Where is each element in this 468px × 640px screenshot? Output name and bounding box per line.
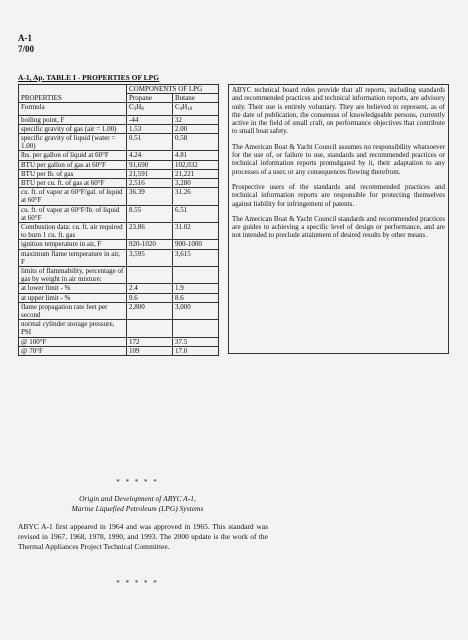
- table-row: [19, 160, 219, 169]
- property-label: BTU per cu. ft. of gas at 60°F: [19, 179, 127, 188]
- butane-value: $C_4H_{10}$: [173, 103, 219, 115]
- butane-value: 3,280: [173, 179, 219, 188]
- propane-value: 109: [127, 346, 173, 355]
- propane-value: 3,595: [127, 249, 173, 266]
- property-label: Formula: [19, 103, 127, 115]
- lpg-properties-table: [18, 84, 219, 356]
- table-row: [19, 103, 219, 115]
- table-row: [19, 267, 219, 284]
- property-label: cu. ft. of vapor at 60°F/gal. of liquid at 60°F: [19, 188, 127, 205]
- propane-value: [127, 320, 173, 337]
- propane-value: 920-1020: [127, 240, 173, 249]
- butane-value: 32: [173, 115, 219, 124]
- table-row: [19, 302, 219, 319]
- table-row: [19, 284, 219, 293]
- butane-value: 31.02: [173, 223, 219, 240]
- propane-value: -44: [127, 115, 173, 124]
- propane-value: 0.51: [127, 134, 173, 151]
- property-label: Combustion data: cu. ft. air required to burn 1 cu. ft. gas: [19, 223, 127, 240]
- table-row: [19, 240, 219, 249]
- property-label: flame propagation rate feet per second: [19, 302, 127, 319]
- butane-header: Butane: [173, 94, 219, 103]
- propane-value: $C_3H_8$: [127, 103, 173, 115]
- property-label: lbs. per gallon of liquid at 60°F: [19, 151, 127, 160]
- property-label: cu. ft. of vapor at 60°F/lb. of liquid at 60°F: [19, 205, 127, 222]
- property-label: BTU per lb. of gas: [19, 169, 127, 178]
- origin-body-text: ABYC A-1 first appeared in 1964 and was approved in 1965. This standard was revised in 1967, 1968, 1978, 1990, and 1993. The 2000 update is the work of the Thermal Appliances Project Technical Committee.: [18, 522, 268, 551]
- propane-value: 23.86: [127, 223, 173, 240]
- table-header-row: [19, 85, 219, 94]
- butane-value: 3,000: [173, 302, 219, 319]
- table-row: [19, 223, 219, 240]
- propane-value: 2,516: [127, 179, 173, 188]
- butane-value: 37.5: [173, 337, 219, 346]
- notice-paragraph-guides: The American Boat & Yacht Council standards and recommended practices are guides to achieving a specific level of design or performance, and are not intended to preclude attainment of desired results by other means.: [232, 214, 445, 240]
- propane-value: 2.4: [127, 284, 173, 293]
- butane-value: 8.6: [173, 293, 219, 302]
- table-row: [19, 134, 219, 151]
- properties-header: PROPERTIES: [19, 85, 127, 103]
- butane-value: 1.9: [173, 284, 219, 293]
- property-label: specific gravity of gas (air = 1.00): [19, 124, 127, 133]
- notice-paragraph-patents: Prospective users of the standards and recommended practices and technical information reports are responsible for protecting themselves against liability for infringement of patents.: [232, 182, 445, 208]
- abyc-notice-box: [228, 84, 449, 354]
- butane-value: 2.00: [173, 124, 219, 133]
- property-label: specific gravity of liquid (water = 1.00): [19, 134, 127, 151]
- property-label: ignition temperature in air, F: [19, 240, 127, 249]
- components-header: COMPONENTS OF LPG: [127, 85, 219, 94]
- property-label: maximum flame temperature in air, F: [19, 249, 127, 266]
- table-row: [19, 205, 219, 222]
- property-label: @ 100°F: [19, 337, 127, 346]
- table-row: [19, 337, 219, 346]
- notice-paragraph-advisory: ABYC technical board rules provide that all reports, including standards and recommended practices and technical information reports, are advisory only. Their use is entirely voluntary. They are believed to represent, as of the date of publication, the consensus of knowledgeable persons, currently active in the field of small craft, on performance objectives that contribute to small boat safety.: [232, 86, 445, 136]
- property-label: limits of flammability, percentage of gas by weight in air mixture:: [19, 267, 127, 284]
- property-label: boiling point, F: [19, 115, 127, 124]
- butane-value: 6.51: [173, 205, 219, 222]
- table-row: [19, 124, 219, 133]
- table-row: [19, 179, 219, 188]
- butane-value: 900-1000: [173, 240, 219, 249]
- table-row: [19, 115, 219, 124]
- propane-value: 172: [127, 337, 173, 346]
- table-row: [19, 151, 219, 160]
- propane-value: 91,690: [127, 160, 173, 169]
- propane-value: 2,800: [127, 302, 173, 319]
- separator-stars: * * * * *: [116, 579, 159, 587]
- propane-value: 9.6: [127, 293, 173, 302]
- butane-value: 102,032: [173, 160, 219, 169]
- table-row: [19, 320, 219, 337]
- table-row: [19, 169, 219, 178]
- property-label: @ 70°F: [19, 346, 127, 355]
- butane-value: [173, 320, 219, 337]
- document-id: A-1: [18, 33, 32, 43]
- butane-value: 31.26: [173, 188, 219, 205]
- notice-paragraph-responsibility: The American Boat & Yacht Council assumes no responsibility whatsoever for the use of, or failure to use, standards and recommended practices or technical information reports promulgated by it, their adaptation to any processes of a user, or any consequences flowing therefrom.: [232, 142, 445, 176]
- property-label: BTU per gallon of gas at 60°F: [19, 160, 127, 169]
- section-title: A-1, Ap. TABLE I - PROPERTIES OF LPG: [18, 73, 160, 82]
- propane-value: [127, 267, 173, 284]
- butane-value: 4.81: [173, 151, 219, 160]
- origin-subtitle-line: Marine Liquefied Petroleum (LPG) Systems: [71, 504, 204, 513]
- property-label: normal cylinder storage pressure, PSI: [19, 320, 127, 337]
- butane-value: 3,615: [173, 249, 219, 266]
- origin-title: [0, 494, 275, 514]
- propane-value: 4.24: [127, 151, 173, 160]
- butane-value: 17.0: [173, 346, 219, 355]
- document-date: 7/00: [18, 44, 35, 54]
- butane-value: 21,221: [173, 169, 219, 178]
- table-row: [19, 249, 219, 266]
- table-row: [19, 293, 219, 302]
- propane-value: 36.39: [127, 188, 173, 205]
- propane-value: 8.55: [127, 205, 173, 222]
- butane-value: 0.58: [173, 134, 219, 151]
- property-label: at upper limit - %: [19, 293, 127, 302]
- separator-stars: * * * * *: [116, 478, 159, 486]
- butane-value: [173, 267, 219, 284]
- table-row: [19, 188, 219, 205]
- propane-header: Propane: [127, 94, 173, 103]
- origin-title-line: Origin and Development of ABYC A-1,: [79, 494, 196, 503]
- property-label: at lower limit - %: [19, 284, 127, 293]
- propane-value: 21,591: [127, 169, 173, 178]
- propane-value: 1.53: [127, 124, 173, 133]
- table-row: [19, 346, 219, 355]
